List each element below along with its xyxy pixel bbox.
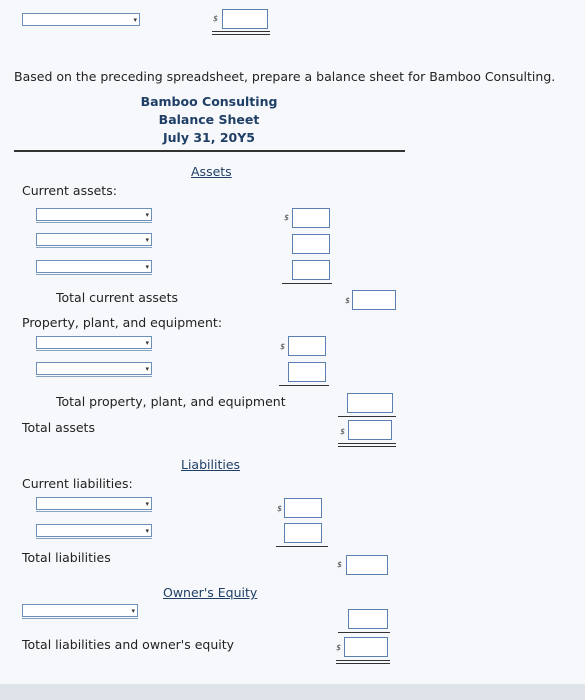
current-asset-dropdown-3[interactable] xyxy=(36,260,152,273)
bottom-edge xyxy=(0,684,585,700)
total-liab-equity-amount[interactable] xyxy=(344,637,388,657)
currency-symbol: $ xyxy=(284,213,290,222)
total-ppe-amount[interactable] xyxy=(347,393,393,413)
total-liabilities-label: Total liabilities xyxy=(22,550,111,565)
current-assets-label: Current assets: xyxy=(22,183,117,198)
liability-amount-2[interactable] xyxy=(284,523,322,543)
dropdown-underline xyxy=(36,350,152,351)
header-rule xyxy=(14,150,405,152)
company-name: Bamboo Consulting xyxy=(140,94,278,109)
chevron-down-icon: ▾ xyxy=(145,211,149,219)
double-rule xyxy=(336,660,390,664)
chevron-down-icon: ▾ xyxy=(145,263,149,271)
subtotal-rule xyxy=(338,632,390,633)
subtotal-rule xyxy=(282,283,332,284)
total-current-assets-amount[interactable] xyxy=(352,290,396,310)
total-ppe-label: Total property, plant, and equipment xyxy=(56,394,286,409)
chevron-down-icon: ▾ xyxy=(145,365,149,373)
ppe-label: Property, plant, and equipment: xyxy=(22,315,223,330)
liability-dropdown-1[interactable] xyxy=(36,497,152,510)
currency-symbol: $ xyxy=(340,427,346,436)
subtotal-rule xyxy=(279,385,329,386)
currency-symbol: $ xyxy=(280,342,286,351)
top-double-rule xyxy=(212,31,270,35)
total-current-assets-label: Total current assets xyxy=(56,290,179,305)
equity-amount[interactable] xyxy=(348,609,388,629)
ppe-dropdown-2[interactable] xyxy=(36,362,152,375)
dropdown-underline xyxy=(22,618,138,619)
ppe-dropdown-1[interactable] xyxy=(36,336,152,349)
double-rule xyxy=(338,443,396,447)
dropdown-underline xyxy=(36,274,152,275)
liability-dropdown-2[interactable] xyxy=(36,524,152,537)
dropdown-underline xyxy=(36,376,152,377)
total-assets-amount[interactable] xyxy=(348,420,392,440)
ppe-amount-2[interactable] xyxy=(288,362,326,382)
liabilities-heading: Liabilities xyxy=(181,457,241,472)
assets-heading: Assets xyxy=(191,164,232,179)
currency-symbol: $ xyxy=(345,296,351,305)
currency-symbol: $ xyxy=(213,14,219,23)
currency-symbol: $ xyxy=(336,643,342,652)
current-asset-amount-1[interactable] xyxy=(292,208,330,228)
equity-dropdown[interactable] xyxy=(22,604,138,617)
dropdown-underline xyxy=(36,538,152,539)
liability-amount-1[interactable] xyxy=(284,498,322,518)
current-asset-amount-3[interactable] xyxy=(292,260,330,280)
chevron-down-icon: ▾ xyxy=(145,236,149,244)
chevron-down-icon: ▾ xyxy=(145,500,149,508)
currency-symbol: $ xyxy=(337,560,343,569)
statement-title: Balance Sheet xyxy=(158,112,260,127)
equity-heading: Owner's Equity xyxy=(163,585,258,600)
dropdown-underline xyxy=(36,511,152,512)
current-asset-amount-2[interactable] xyxy=(292,234,330,254)
current-asset-dropdown-1[interactable] xyxy=(36,208,152,221)
currency-symbol: $ xyxy=(277,504,283,513)
dropdown-underline xyxy=(36,247,152,248)
subtotal-rule xyxy=(276,546,328,547)
statement-date: July 31, 20Y5 xyxy=(163,130,255,145)
instruction-text: Based on the preceding spreadsheet, prepare a balance sheet for Bamboo Consulting. xyxy=(14,69,556,84)
current-liabilities-label: Current liabilities: xyxy=(22,476,133,491)
current-asset-dropdown-2[interactable] xyxy=(36,233,152,246)
total-liabilities-amount[interactable] xyxy=(346,555,388,575)
chevron-down-icon: ▾ xyxy=(131,607,135,615)
ppe-amount-1[interactable] xyxy=(288,336,326,356)
total-assets-label: Total assets xyxy=(22,420,95,435)
top-account-dropdown[interactable] xyxy=(22,13,140,26)
chevron-down-icon: ▾ xyxy=(145,527,149,535)
top-amount-input[interactable] xyxy=(222,9,268,29)
total-liab-equity-label: Total liabilities and owner's equity xyxy=(22,637,235,652)
chevron-down-icon: ▾ xyxy=(133,16,137,24)
dropdown-underline xyxy=(36,222,152,223)
subtotal-rule xyxy=(338,416,396,417)
chevron-down-icon: ▾ xyxy=(145,339,149,347)
